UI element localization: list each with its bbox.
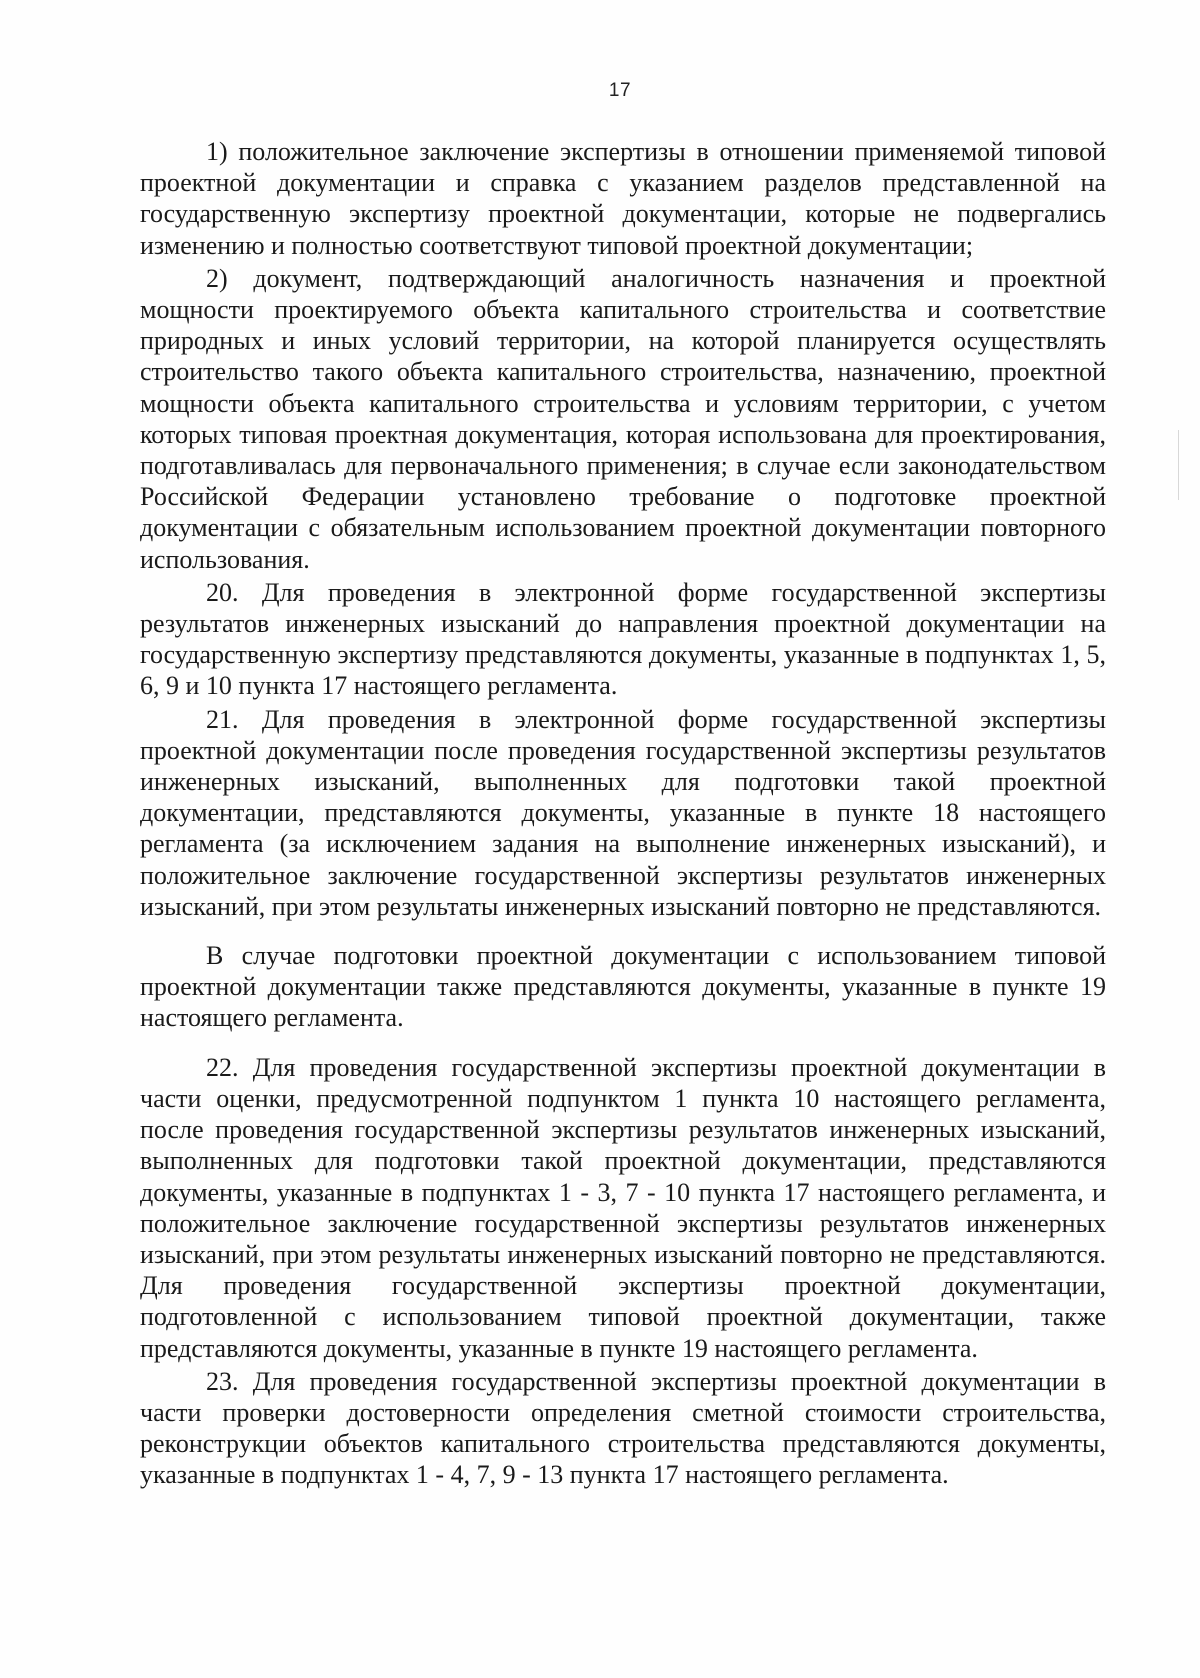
paragraph-23: 23. Для проведения государственной экспертизы проектной документации в части проверки достоверности определения сметной стоимости строительства, реконструкции объектов капитального строительства представляются документы, указанные в подпунктах 1 - 4, 7, 9 - 13 пункта 17 настоящего регламента.: [140, 1366, 1106, 1490]
paragraph-item-1: 1) положительное заключение экспертизы в отношении применяемой типовой проектной документации и справка с указанием разделов представленной на государственную экспертизу проектной документации, которые не подвергались изменению и полностью соответствуют типовой проектной документации;: [140, 137, 1106, 260]
paragraph-20: 20. Для проведения в электронной форме государственной экспертизы результатов инженерных изысканий до направления проектной документации на государственную экспертизу представляются документы, указанные в подпунктах 1, 5, 6, 9 и 10 пункта 17 настоящего регламента.: [140, 577, 1106, 701]
document-body: [140, 136, 1106, 1491]
paragraph-21: 21. Для проведения в электронной форме государственной экспертизы проектной документации после проведения государственной экспертизы результатов инженерных изысканий, выполненных для подготовки такой проектной документации, представляются документы, указанные в пункте 18 настоящего регламента (за исключением задания на выполнение инженерных изысканий), и положительное заключение государственной экспертизы результатов инженерных изысканий, при этом результаты инженерных изысканий повторно не представляются.: [140, 704, 1106, 921]
paragraph-21-typical-docs: В случае подготовки проектной документации с использованием типовой проектной документации также представляются документы, указанные в пункте 19 настоящего регламента.: [140, 941, 1106, 1033]
scan-edge-mark: [1178, 430, 1179, 500]
paragraph-item-2: 2) документ, подтверждающий аналогичность назначения и проектной мощности проектируемого объекта капитального строительства и соответствие природных и иных условий территории, на которой планируется осуществлять строительство такого объекта капитального строительства, назначению, проектной мощности объекта капитального строительства и условиям территории, с учетом которых типовая проектная документация, которая использована для проектирования, подготавливалась для первоначального применения; в случае если законодательством Российской Федерации установлено требование о подготовке проектной документации с обязательным использованием проектной документации повторного использования.: [140, 263, 1106, 574]
page-number: 17: [608, 80, 632, 101]
paragraph-22: 22. Для проведения государственной экспертизы проектной документации в части оценки, предусмотренной подпунктом 1 пункта 10 настоящего регламента, после проведения государственной экспертизы результатов инженерных изысканий, выполненных для подготовки такой проектной документации, представляются документы, указанные в подпунктах 1 - 3, 7 - 10 пункта 17 настоящего регламента, и положительное заключение государственной экспертизы результатов инженерных изысканий, при этом результаты инженерных изысканий повторно не представляются. Для проведения государственной экспертизы проектной документации, подготовленной с использованием типовой проектной документации, также представляются документы, указанные в пункте 19 настоящего регламента.: [140, 1052, 1106, 1363]
